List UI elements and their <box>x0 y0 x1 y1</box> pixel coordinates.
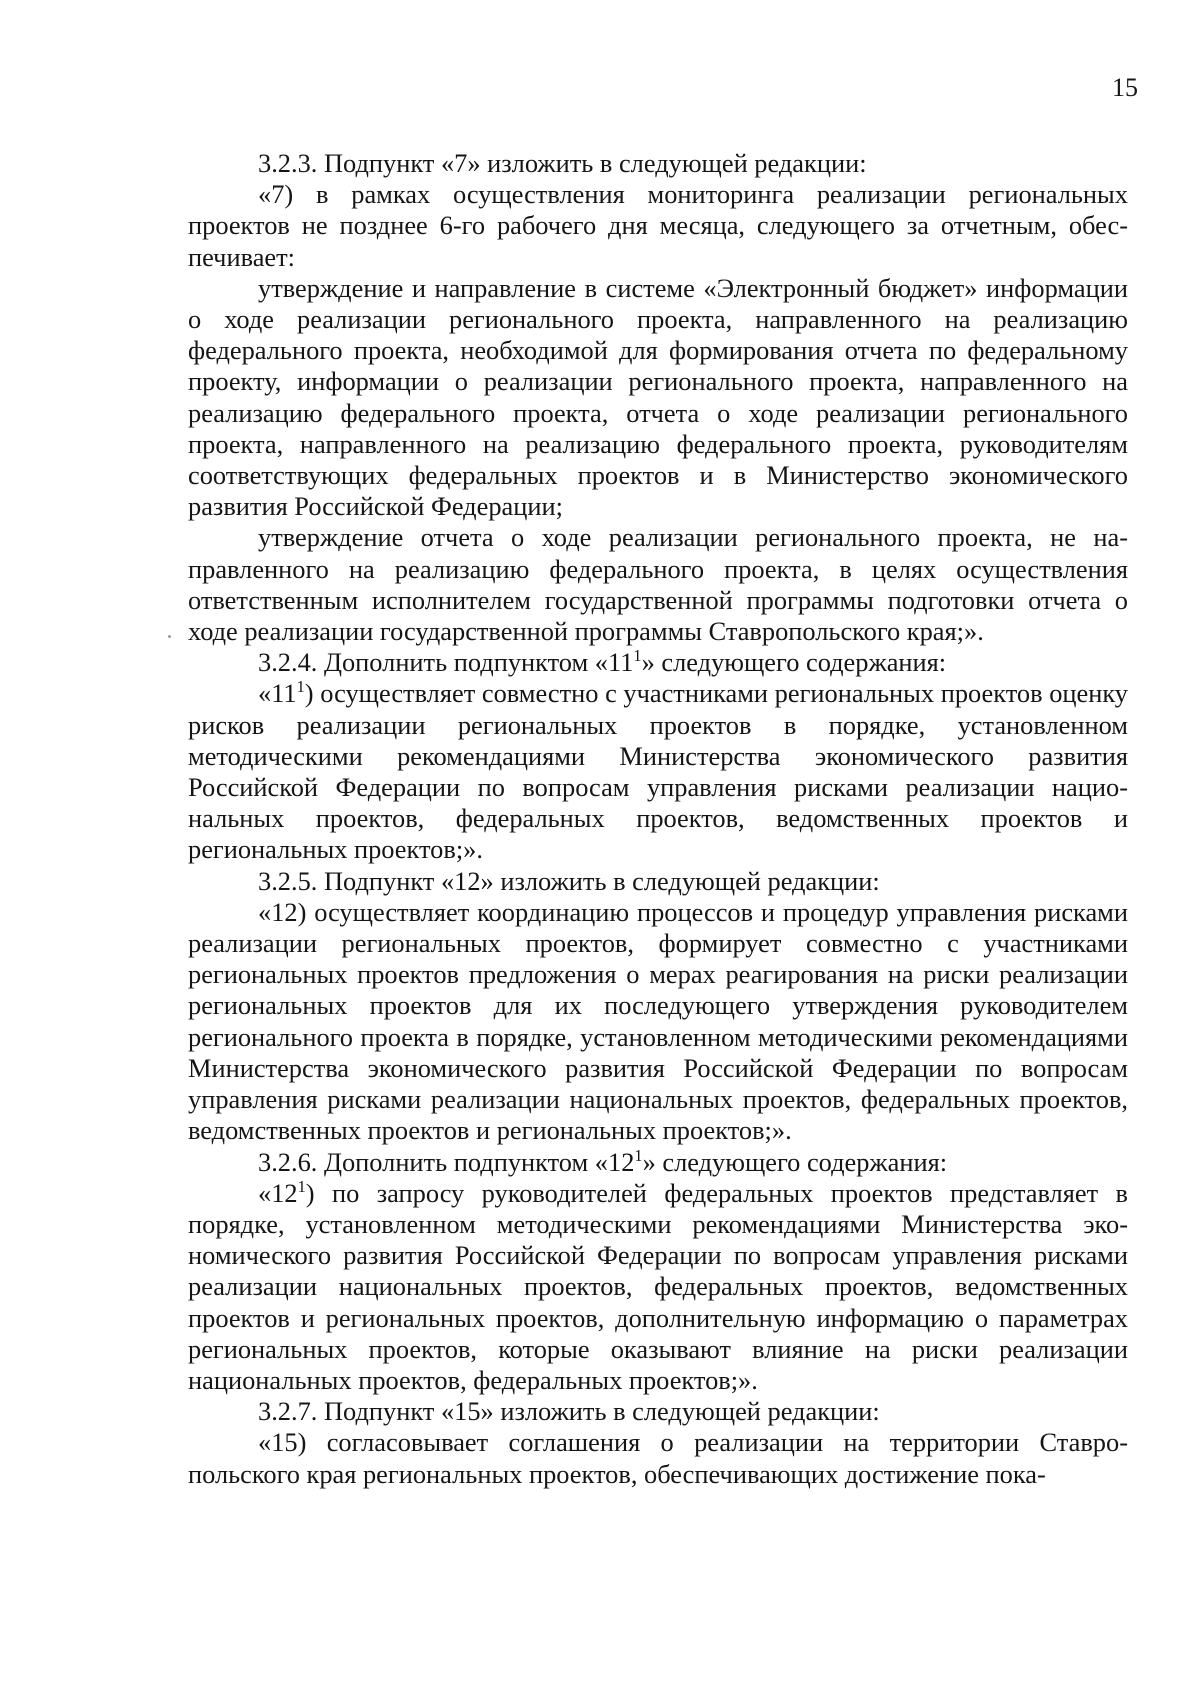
paragraph-item-12-1-start: «12 <box>258 1177 298 1208</box>
page-number: 15 <box>1112 73 1138 102</box>
paragraph-3-2-7-heading: 3.2.7. Подпункт «15» изложить в следующей редакции: <box>258 1396 880 1427</box>
paragraph-item-11-1 <box>188 678 1128 865</box>
paragraph-item-12-1-end: ) по запросу руководителей федеральных проектов представляет в порядке, установленном методическими рекомендациями Министерства экономического развития Российской Федерации по вопросам управления рисками реализации национальных проектов, федеральных проектов, ведомственных проектов и региональных проектов, дополнительную информацию о параметрах региональных проектов, которые оказывают влияние на риски реализации национальных проектов, федеральных проектов;». <box>188 1177 1128 1395</box>
paragraph-item-12-1 <box>188 1178 1128 1396</box>
paragraph-approval-electronic-budget: утверждение и направление в системе «Электронный бюджет» информации о ходе реализации регионального проекта, направленного на реализацию федерального проекта, необходимой для формирования отчета по федеральному проекту, информации о реализации регионального проекта, направленного на реализацию федерального проекта, отчета о ходе реализации регионального проекта, направленного на реализацию федерального проекта, руководителям соответствующих федеральных проектов и в Министерство экономического развития Российской Федерации; <box>188 272 1128 522</box>
paragraph-3-2-6-heading <box>188 1147 1128 1178</box>
paragraph-3-2-6-text-start: 3.2.6. Дополнить подпунктом «12 <box>258 1146 635 1177</box>
paragraph-item-11-1-end: ) осуществляет совместно с участниками региональных проектов оценку рисков реализации региональных проектов в порядке, установленном методическими рекомендациями Министерства экономического развития Российской Федерации по вопросам управления рисками реализации национальных проектов, федеральных проектов, ведомственных проектов и региональных проектов;». <box>188 678 1128 865</box>
paragraph-approval-report: утверждение отчета о ходе реализации регионального проекта, не направленного на реализацию федерального проекта, в целях осуществления ответственным исполнителем государственной программы подготовки отчета о ходе реализации государственной программы Ставропольского края;». <box>188 522 1128 647</box>
paragraph-3-2-5-heading: 3.2.5. Подпункт «12» изложить в следующей редакции: <box>258 865 880 896</box>
paragraph-item-11-1-start: «11 <box>258 678 297 709</box>
superscript-index: 1 <box>633 646 642 666</box>
document-body <box>188 148 1128 1490</box>
paragraph-3-2-6-text-end: » следующего содержания: <box>642 1146 948 1177</box>
paragraph-item-15: «15) согласовывает соглашения о реализации на территории Ставропольского края региональных проектов, обеспечивающих достижение пока- <box>188 1427 1128 1489</box>
paragraph-3-2-3-heading: 3.2.3. Подпункт «7» изложить в следующей редакции: <box>258 148 867 178</box>
paragraph-3-2-4-heading <box>188 647 1128 678</box>
paragraph-3-2-4-text-end: » следующего содержания: <box>641 647 947 678</box>
scan-speck <box>168 635 171 638</box>
superscript-index: 1 <box>297 1176 306 1196</box>
paragraph-3-2-4-text-start: 3.2.4. Дополнить подпунктом «11 <box>258 647 634 678</box>
paragraph-item-7: «7) в рамках осуществления мониторинга реализации региональных проектов не позднее 6-го рабочего дня месяца, следующего за отчетным, обеспечивает: <box>188 179 1128 272</box>
paragraph-item-12: «12) осуществляет координацию процессов и процедур управления рисками реализации региональных проектов, формирует совместно с участниками региональных проектов предложения о мерах реагирования на риски реализации региональных проектов для их последующего утверждения руководителем регионального проекта в порядке, установленном методическими рекомендациями Министерства экономического развития Российской Федерации по вопросам управления рисками реализации национальных проектов, федеральных проектов, ведомственных проектов и региональных проектов;». <box>188 896 1128 1146</box>
superscript-index: 1 <box>634 1145 643 1165</box>
superscript-index: 1 <box>296 677 305 697</box>
